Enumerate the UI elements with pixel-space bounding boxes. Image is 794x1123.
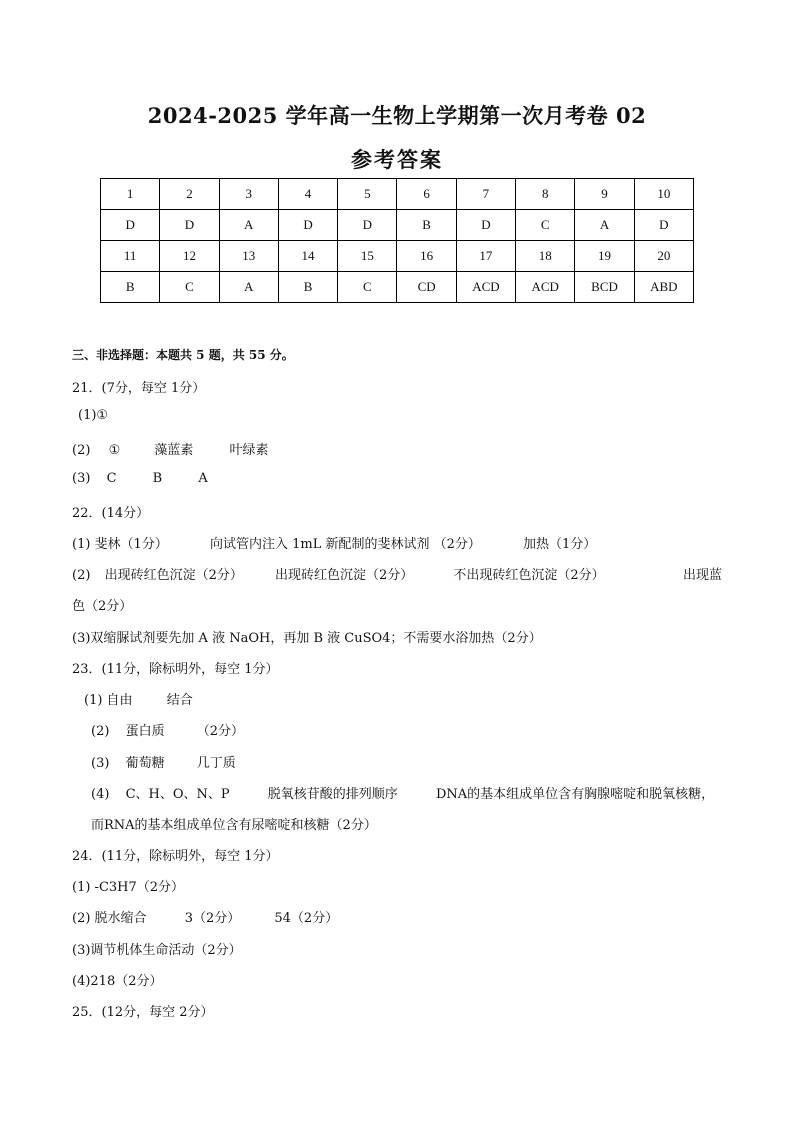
- answer-cell: D: [338, 210, 397, 241]
- q23-part2: [91, 720, 244, 739]
- question-number-cell: 13: [219, 241, 278, 272]
- question-number-cell: 7: [456, 179, 515, 210]
- answer-cell: C: [516, 210, 575, 241]
- answer-cell: B: [101, 272, 160, 303]
- q23-part2-score: （2分）: [196, 724, 244, 739]
- section-heading: 三、非选择题：本题共 5 题，共 55 分。: [72, 348, 294, 362]
- q23-part4-ans1: C、H、O、N、P: [125, 787, 230, 802]
- q23-part4-ans2: 脱氧核苷酸的排列顺序: [267, 787, 398, 802]
- answer-cell: A: [219, 210, 278, 241]
- q23-part1-ans2: 结合: [166, 693, 193, 708]
- answer-row: [101, 272, 694, 303]
- q24-part2-ans3: 54（2分）: [274, 911, 339, 926]
- q24-part4: (4)218（2分）: [72, 974, 163, 989]
- q21-heading: 21．(7分，每空 1分）: [72, 381, 206, 396]
- answer-cell: D: [634, 210, 693, 241]
- answer-cell: ABD: [634, 272, 693, 303]
- q22-part2: [72, 564, 722, 583]
- q21-part3-label: (3): [72, 471, 91, 486]
- q22-heading: 22．(14分）: [72, 506, 150, 521]
- question-number-cell: 9: [575, 179, 634, 210]
- answer-cell: D: [278, 210, 337, 241]
- page-title: 2024-2025 学年高一生物上学期第一次月考卷 02: [147, 103, 647, 128]
- q24-part3: (3)调节机体生命活动（2分）: [72, 943, 242, 958]
- q23-part2-label: (2): [91, 724, 110, 739]
- answer-cell: A: [575, 210, 634, 241]
- question-number-cell: 20: [634, 241, 693, 272]
- answer-cell: A: [219, 272, 278, 303]
- q22-part2-ans1: 出现砖红色沉淀（2分）: [104, 568, 243, 583]
- q22-part2-ans3: 不出现砖红色沉淀（2分）: [453, 568, 605, 583]
- page-subtitle: 参考答案: [351, 147, 443, 172]
- q23-part4-label: (4): [91, 787, 110, 802]
- q21-part2: [72, 439, 269, 458]
- question-number-cell: 18: [516, 241, 575, 272]
- answer-cell: B: [397, 210, 456, 241]
- q21-part2-ans2: 藻蓝素: [154, 443, 194, 458]
- q22-part1-ans3: 加热（1分）: [523, 537, 597, 552]
- answer-row: [101, 210, 694, 241]
- q22-part2-label: (2): [72, 568, 91, 583]
- question-number-cell: 2: [160, 179, 219, 210]
- q23-part3-ans1: 葡萄糖: [125, 756, 165, 771]
- q22-part1: [72, 533, 596, 552]
- q23-part4-cont: 而RNA的基本组成单位含有尿嘧啶和核糖（2分）: [91, 818, 377, 833]
- question-number-cell: 16: [397, 241, 456, 272]
- q23-heading: 23．(11分，除标明外，每空 1分）: [72, 662, 279, 677]
- q21-part1: (1)①: [78, 408, 109, 423]
- answer-table: [100, 178, 694, 303]
- question-number-cell: 12: [160, 241, 219, 272]
- q25-heading: 25．(12分，每空 2分）: [72, 1005, 214, 1020]
- answer-cell: ACD: [516, 272, 575, 303]
- q21-part2-ans1: ①: [108, 443, 121, 458]
- q23-part4-ans3: DNA的基本组成单位含有胸腺嘧啶和脱氧核糖，: [435, 787, 715, 802]
- answer-cell: BCD: [575, 272, 634, 303]
- answer-cell: ACD: [456, 272, 515, 303]
- answer-cell: B: [278, 272, 337, 303]
- q23-part4: [91, 783, 714, 802]
- question-number-cell: 6: [397, 179, 456, 210]
- q23-part3-label: (3): [91, 756, 110, 771]
- q21-part3: [72, 471, 208, 486]
- q21-part2-ans3: 叶绿素: [229, 443, 269, 458]
- question-number-cell: 11: [101, 241, 160, 272]
- q21-part2-label: (2): [72, 443, 91, 458]
- q23-part1-ans1: (1) 自由: [84, 693, 133, 708]
- q22-part1-ans1: (1) 斐林（1分）: [72, 537, 168, 552]
- answer-cell: D: [456, 210, 515, 241]
- q22-part3: (3)双缩脲试剂要先加 A 液 NaOH，再加 B 液 CuSO4；不需要水浴加热（2分）: [72, 631, 542, 646]
- answer-cell: C: [160, 272, 219, 303]
- question-number-cell: 19: [575, 241, 634, 272]
- answer-cell: C: [338, 272, 397, 303]
- question-number-cell: 1: [101, 179, 160, 210]
- q23-part1: [84, 689, 193, 708]
- answer-cell: CD: [397, 272, 456, 303]
- q21-part3-ans3: A: [198, 471, 208, 486]
- q24-part1: (1) -C3H7（2分）: [72, 880, 185, 895]
- q23-part3: [91, 752, 236, 771]
- question-number-cell: 3: [219, 179, 278, 210]
- question-number-row: [101, 179, 694, 210]
- q24-part2-ans1: (2) 脱水缩合: [72, 911, 147, 926]
- q24-part2: [72, 907, 338, 926]
- question-number-cell: 5: [338, 179, 397, 210]
- q21-part3-ans1: C: [106, 471, 117, 486]
- question-number-cell: 8: [516, 179, 575, 210]
- q24-heading: 24．(11分，除标明外，每空 1分）: [72, 849, 279, 864]
- q22-part2-cont: 色（2分）: [72, 599, 133, 614]
- question-number-cell: 14: [278, 241, 337, 272]
- q23-part3-ans2: 几丁质: [196, 756, 236, 771]
- question-number-cell: 15: [338, 241, 397, 272]
- q23-part2-ans1: 蛋白质: [125, 724, 165, 739]
- question-number-row: [101, 241, 694, 272]
- question-number-cell: 10: [634, 179, 693, 210]
- q21-part3-ans2: B: [152, 471, 163, 486]
- question-number-cell: 17: [456, 241, 515, 272]
- question-number-cell: 4: [278, 179, 337, 210]
- q22-part2-ans2: 出现砖红色沉淀（2分）: [274, 568, 414, 583]
- q24-part2-ans2: 3（2分）: [184, 911, 241, 926]
- q22-part2-ans4: 出现蓝: [682, 568, 722, 583]
- answer-cell: D: [160, 210, 219, 241]
- answer-cell: D: [101, 210, 160, 241]
- q22-part1-ans2: 向试管内注入 1mL 新配制的斐林试剂 （2分）: [209, 537, 481, 552]
